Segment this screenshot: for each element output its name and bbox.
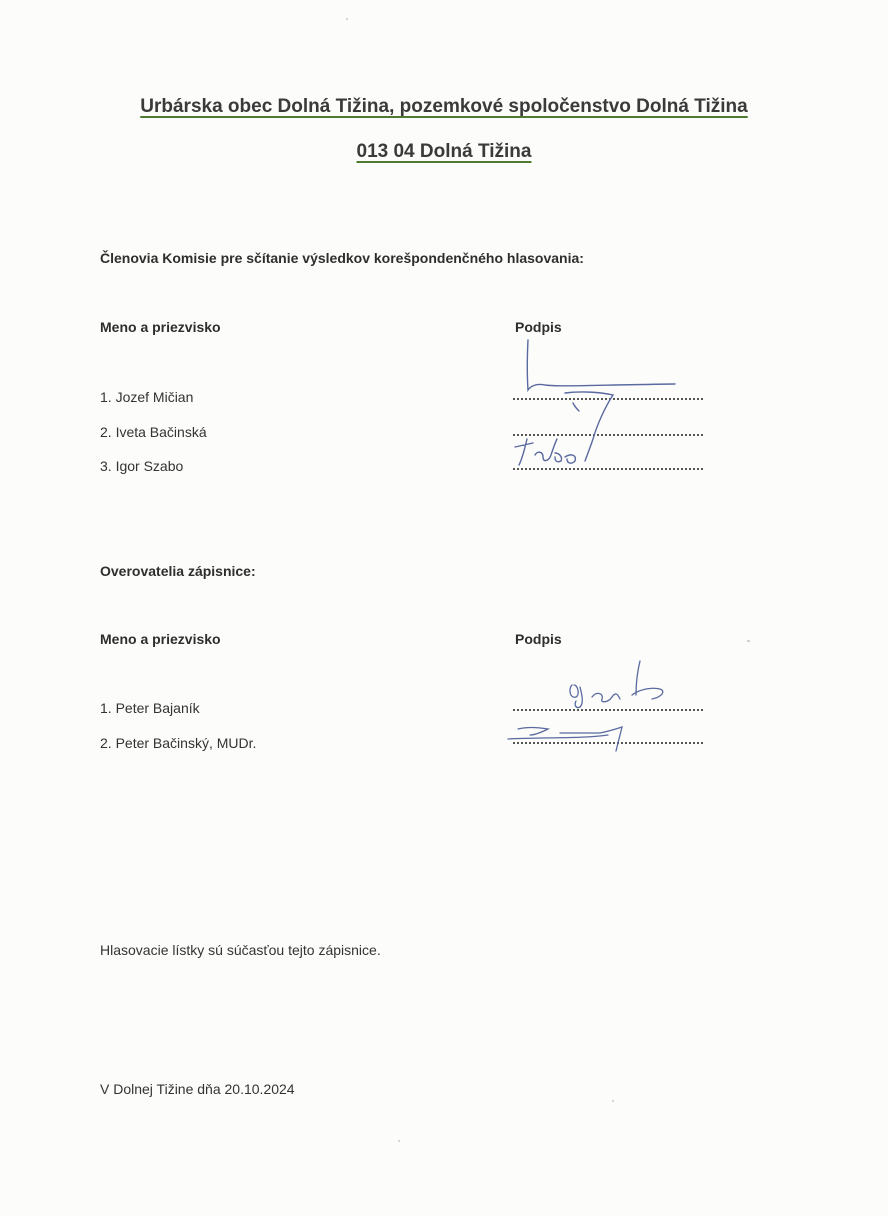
commission-name-column-header: Meno a priezvisko [100,319,221,335]
signature-1 [527,340,675,390]
scan-speck [747,640,750,642]
verifier-2: 2. Peter Bačinský, MUDr. [100,735,257,751]
verifier-1: 1. Peter Bajaník [100,700,200,716]
scan-speck [398,1140,400,1142]
scan-speck [346,18,348,20]
ballots-note: Hlasovacie lístky sú súčasťou tejto zápisnice. [100,942,381,958]
commission-signatures [505,335,695,475]
verifiers-heading: Overovatelia zápisnice: [100,563,256,579]
place-and-date: V Dolnej Tižine dňa 20.10.2024 [100,1081,295,1097]
document-address: 013 04 Dolná Tižina [356,141,532,162]
commission-heading: Členovia Komisie pre sčítanie výsledkov korešpondenčného hlasovania: [100,250,584,266]
scan-speck [612,1100,614,1102]
signature-3 [515,439,575,465]
verifiers-name-column-header: Meno a priezvisko [100,631,221,647]
commission-member-3: 3. Igor Szabo [100,458,184,474]
document-title: Urbárska obec Dolná Tižina, pozemkové spoločenstvo Dolná Tižina [140,96,748,117]
commission-member-1: 1. Jozef Mičian [100,389,194,405]
verifier-signatures [500,655,700,755]
verifiers-signature-column-header: Podpis [515,631,562,647]
commission-signature-column-header: Podpis [515,319,562,335]
commission-member-2: 2. Iveta Bačinská [100,424,207,440]
